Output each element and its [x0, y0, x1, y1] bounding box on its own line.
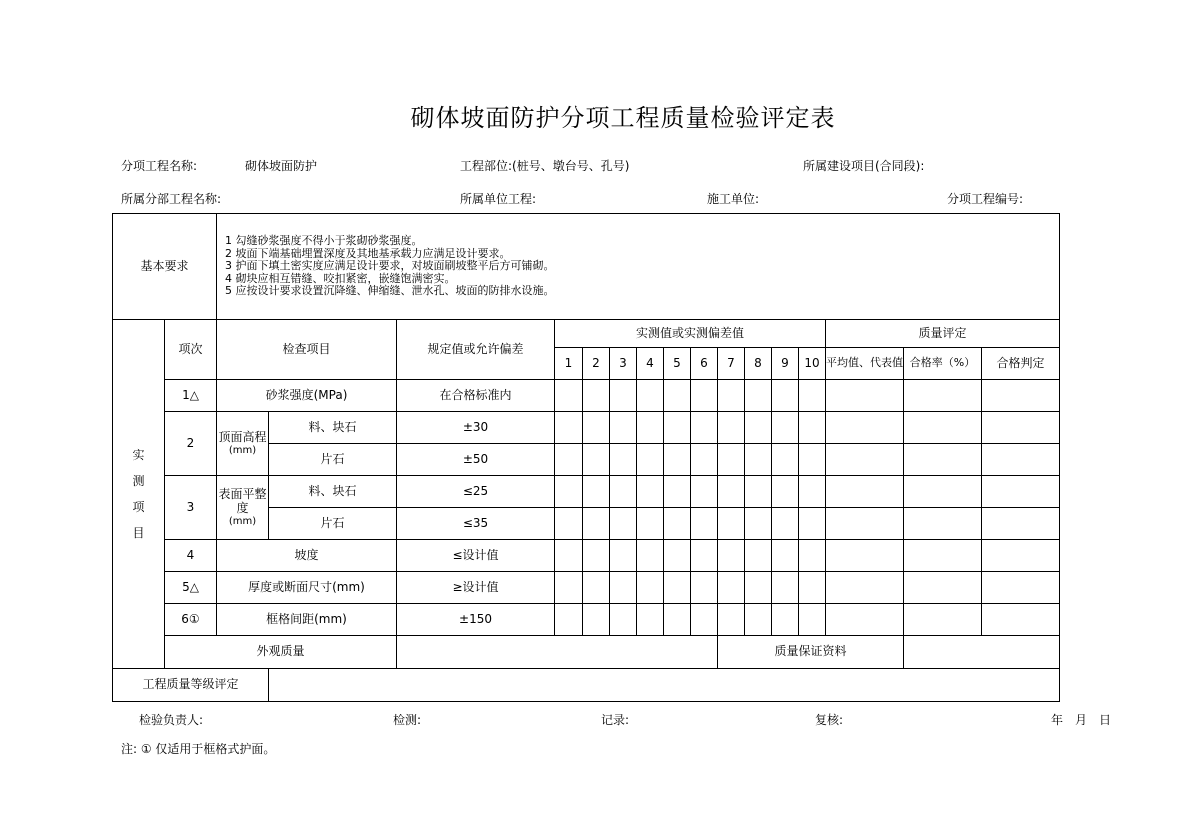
spec-header: 规定值或允许偏差	[397, 320, 555, 380]
empty-cell[interactable]	[555, 572, 583, 604]
empty-cell[interactable]	[637, 444, 664, 476]
measure-col-6: 6	[691, 348, 718, 380]
empty-cell[interactable]	[691, 540, 718, 572]
quality-assurance-value[interactable]	[904, 636, 1060, 669]
empty-cell[interactable]	[772, 476, 799, 508]
requirement-line: 5 应按设计要求设置沉降缝、伸缩缝、泄水孔、坡面的防排水设施。	[225, 284, 555, 298]
empty-cell[interactable]	[637, 572, 664, 604]
empty-cell[interactable]	[583, 412, 610, 444]
measured-items-label: 实 测 项 目	[113, 320, 165, 669]
empty-cell[interactable]	[826, 412, 904, 444]
empty-cell[interactable]	[718, 380, 745, 412]
empty-cell[interactable]	[799, 604, 826, 636]
empty-cell[interactable]	[904, 508, 982, 540]
empty-cell[interactable]	[772, 412, 799, 444]
empty-cell[interactable]	[772, 508, 799, 540]
empty-cell[interactable]	[583, 540, 610, 572]
empty-cell[interactable]	[904, 412, 982, 444]
empty-cell[interactable]	[637, 412, 664, 444]
empty-cell[interactable]	[772, 604, 799, 636]
inspector-label: 检验负责人:	[139, 713, 204, 727]
recorder-label: 记录:	[601, 713, 630, 727]
division-label: 所属分部工程名称:	[121, 192, 222, 206]
row-spec: ±150	[397, 604, 555, 636]
empty-cell[interactable]	[982, 444, 1060, 476]
empty-cell[interactable]	[664, 540, 691, 572]
empty-cell[interactable]	[772, 572, 799, 604]
empty-cell[interactable]	[745, 476, 772, 508]
empty-cell[interactable]	[745, 412, 772, 444]
row-item: 框格间距(mm)	[217, 604, 397, 636]
empty-cell[interactable]	[583, 380, 610, 412]
empty-cell[interactable]	[904, 444, 982, 476]
empty-cell[interactable]	[691, 380, 718, 412]
empty-cell[interactable]	[745, 540, 772, 572]
empty-cell[interactable]	[982, 476, 1060, 508]
project-label: 所属建设项目(合同段):	[803, 159, 925, 173]
row-subitem: 料、块石	[269, 476, 397, 508]
row-subitem: 片石	[269, 444, 397, 476]
empty-cell[interactable]	[610, 476, 637, 508]
empty-cell[interactable]	[982, 508, 1060, 540]
empty-cell[interactable]	[718, 572, 745, 604]
empty-cell[interactable]	[691, 412, 718, 444]
empty-cell[interactable]	[637, 604, 664, 636]
measure-col-4: 4	[637, 348, 664, 380]
pass-rate-header: 合格率（%）	[904, 348, 982, 380]
row-item	[217, 412, 269, 476]
measure-col-5: 5	[664, 348, 691, 380]
measure-col-8: 8	[745, 348, 772, 380]
empty-cell[interactable]	[745, 444, 772, 476]
empty-cell[interactable]	[826, 444, 904, 476]
average-header: 平均值、代表值	[826, 348, 904, 380]
empty-cell[interactable]	[982, 604, 1060, 636]
empty-cell[interactable]	[904, 540, 982, 572]
empty-cell[interactable]	[555, 508, 583, 540]
empty-cell[interactable]	[718, 444, 745, 476]
empty-cell[interactable]	[610, 380, 637, 412]
empty-cell[interactable]	[745, 508, 772, 540]
empty-cell[interactable]	[555, 380, 583, 412]
empty-cell[interactable]	[904, 572, 982, 604]
empty-cell[interactable]	[691, 444, 718, 476]
empty-cell[interactable]	[610, 572, 637, 604]
empty-cell[interactable]	[745, 380, 772, 412]
item-name-label: 分项工程名称:	[121, 159, 198, 173]
requirement-line: 2 坡面下端基础埋置深度及其地基承载力应满足设计要求。	[225, 246, 511, 260]
empty-cell[interactable]	[583, 604, 610, 636]
empty-cell[interactable]	[718, 508, 745, 540]
empty-cell[interactable]	[637, 508, 664, 540]
empty-cell[interactable]	[826, 508, 904, 540]
item-name-value: 砌体坡面防护	[245, 159, 318, 173]
row-item-unit: (mm)	[228, 444, 257, 456]
empty-cell[interactable]	[555, 476, 583, 508]
requirement-line: 1 勾缝砂浆强度不得小于浆砌砂浆强度。	[225, 233, 423, 247]
empty-cell[interactable]	[664, 572, 691, 604]
empty-cell[interactable]	[664, 444, 691, 476]
table-row	[113, 540, 1060, 572]
row-item-name: 顶面高程	[218, 429, 267, 444]
unit-label: 所属单位工程:	[460, 192, 537, 206]
empty-cell[interactable]	[610, 412, 637, 444]
empty-cell[interactable]	[691, 508, 718, 540]
empty-cell[interactable]	[799, 444, 826, 476]
empty-cell[interactable]	[826, 476, 904, 508]
empty-cell[interactable]	[610, 604, 637, 636]
row-index: 1△	[165, 380, 217, 412]
table-row	[113, 380, 1060, 412]
row-item: 厚度或断面尺寸(mm)	[217, 572, 397, 604]
measure-col-7: 7	[718, 348, 745, 380]
empty-cell[interactable]	[555, 604, 583, 636]
empty-cell[interactable]	[637, 540, 664, 572]
index-header: 项次	[165, 320, 217, 380]
empty-cell[interactable]	[583, 476, 610, 508]
row-item-name: 表面平整度	[218, 486, 267, 515]
empty-cell[interactable]	[718, 412, 745, 444]
empty-cell[interactable]	[718, 604, 745, 636]
date-label: 年 月 日	[1051, 713, 1112, 727]
row-item: 坡度	[217, 540, 397, 572]
empty-cell[interactable]	[772, 444, 799, 476]
empty-cell[interactable]	[799, 380, 826, 412]
empty-cell[interactable]	[583, 444, 610, 476]
empty-cell[interactable]	[583, 508, 610, 540]
empty-cell[interactable]	[583, 572, 610, 604]
measure-col-10: 10	[799, 348, 826, 380]
empty-cell[interactable]	[799, 412, 826, 444]
empty-cell[interactable]	[637, 476, 664, 508]
empty-cell[interactable]	[799, 540, 826, 572]
empty-cell[interactable]	[664, 508, 691, 540]
table-row	[113, 476, 1060, 508]
row-item-unit: (mm)	[228, 515, 257, 527]
empty-cell[interactable]	[826, 380, 904, 412]
empty-cell[interactable]	[745, 604, 772, 636]
row-spec: ≥设计值	[397, 572, 555, 604]
reviewer-label: 复核:	[815, 713, 844, 727]
measure-col-9: 9	[772, 348, 799, 380]
row-spec: 在合格标准内	[397, 380, 555, 412]
empty-cell[interactable]	[555, 444, 583, 476]
empty-cell[interactable]	[904, 476, 982, 508]
empty-cell[interactable]	[664, 604, 691, 636]
empty-cell[interactable]	[982, 380, 1060, 412]
basic-requirements-text	[217, 214, 1060, 320]
row-subitem: 料、块石	[269, 412, 397, 444]
empty-cell[interactable]	[799, 572, 826, 604]
empty-cell[interactable]	[982, 572, 1060, 604]
judgement-header: 合格判定	[982, 348, 1060, 380]
empty-cell[interactable]	[982, 412, 1060, 444]
row-item: 砂浆强度(MPa)	[217, 380, 397, 412]
empty-cell[interactable]	[664, 412, 691, 444]
empty-cell[interactable]	[799, 476, 826, 508]
empty-cell[interactable]	[664, 380, 691, 412]
empty-cell[interactable]	[610, 540, 637, 572]
measure-col-2: 2	[583, 348, 610, 380]
quality-assessment-header: 质量评定	[826, 320, 1060, 348]
row-spec: ≤25	[397, 476, 555, 508]
empty-cell[interactable]	[691, 604, 718, 636]
empty-cell[interactable]	[637, 380, 664, 412]
location-label: 工程部位:(桩号、墩台号、孔号)	[460, 159, 630, 173]
measured-values-header: 实测值或实测偏差值	[555, 320, 826, 348]
measure-col-3: 3	[610, 348, 637, 380]
row-subitem: 片石	[269, 508, 397, 540]
empty-cell[interactable]	[718, 540, 745, 572]
empty-cell[interactable]	[610, 508, 637, 540]
empty-cell[interactable]	[555, 540, 583, 572]
table-row	[113, 572, 1060, 604]
empty-cell[interactable]	[745, 572, 772, 604]
page-title: 砌体坡面防护分项工程质量检验评定表	[410, 104, 836, 132]
basic-requirements-label: 基本要求	[113, 214, 217, 320]
empty-cell[interactable]	[555, 412, 583, 444]
grade-label: 工程质量等级评定	[113, 669, 269, 702]
quality-assurance-label: 质量保证资料	[718, 636, 904, 669]
row-index: 4	[165, 540, 217, 572]
inspection-table	[112, 213, 1060, 702]
empty-cell[interactable]	[982, 540, 1060, 572]
empty-cell[interactable]	[799, 508, 826, 540]
empty-cell[interactable]	[904, 380, 982, 412]
grade-value[interactable]	[269, 669, 1060, 702]
row-spec: ±30	[397, 412, 555, 444]
empty-cell[interactable]	[610, 444, 637, 476]
row-index: 5△	[165, 572, 217, 604]
table-row	[113, 412, 1060, 444]
appearance-value[interactable]	[397, 636, 718, 669]
empty-cell[interactable]	[664, 476, 691, 508]
code-label: 分项工程编号:	[947, 192, 1024, 206]
table-row	[113, 604, 1060, 636]
measure-col-1: 1	[555, 348, 583, 380]
appearance-label: 外观质量	[165, 636, 397, 669]
requirement-line: 4 砌块应相互错缝、咬扣紧密，嵌缝饱满密实。	[225, 271, 456, 285]
row-index: 2	[165, 412, 217, 476]
empty-cell[interactable]	[691, 572, 718, 604]
empty-cell[interactable]	[772, 380, 799, 412]
row-spec: ≤设计值	[397, 540, 555, 572]
empty-cell[interactable]	[904, 604, 982, 636]
check-item-header: 检查项目	[217, 320, 397, 380]
empty-cell[interactable]	[826, 604, 904, 636]
tester-label: 检测:	[393, 713, 422, 727]
builder-label: 施工单位:	[707, 192, 760, 206]
empty-cell[interactable]	[826, 572, 904, 604]
row-item	[217, 476, 269, 540]
empty-cell[interactable]	[691, 476, 718, 508]
empty-cell[interactable]	[826, 540, 904, 572]
requirement-line: 3 护面下填土密实度应满足设计要求，对坡面刷坡整平后方可铺砌。	[225, 259, 555, 273]
footnote: 注: ① 仅适用于框格式护面。	[121, 742, 276, 756]
row-spec: ±50	[397, 444, 555, 476]
empty-cell[interactable]	[718, 476, 745, 508]
empty-cell[interactable]	[772, 540, 799, 572]
row-index: 3	[165, 476, 217, 540]
row-spec: ≤35	[397, 508, 555, 540]
row-index: 6①	[165, 604, 217, 636]
